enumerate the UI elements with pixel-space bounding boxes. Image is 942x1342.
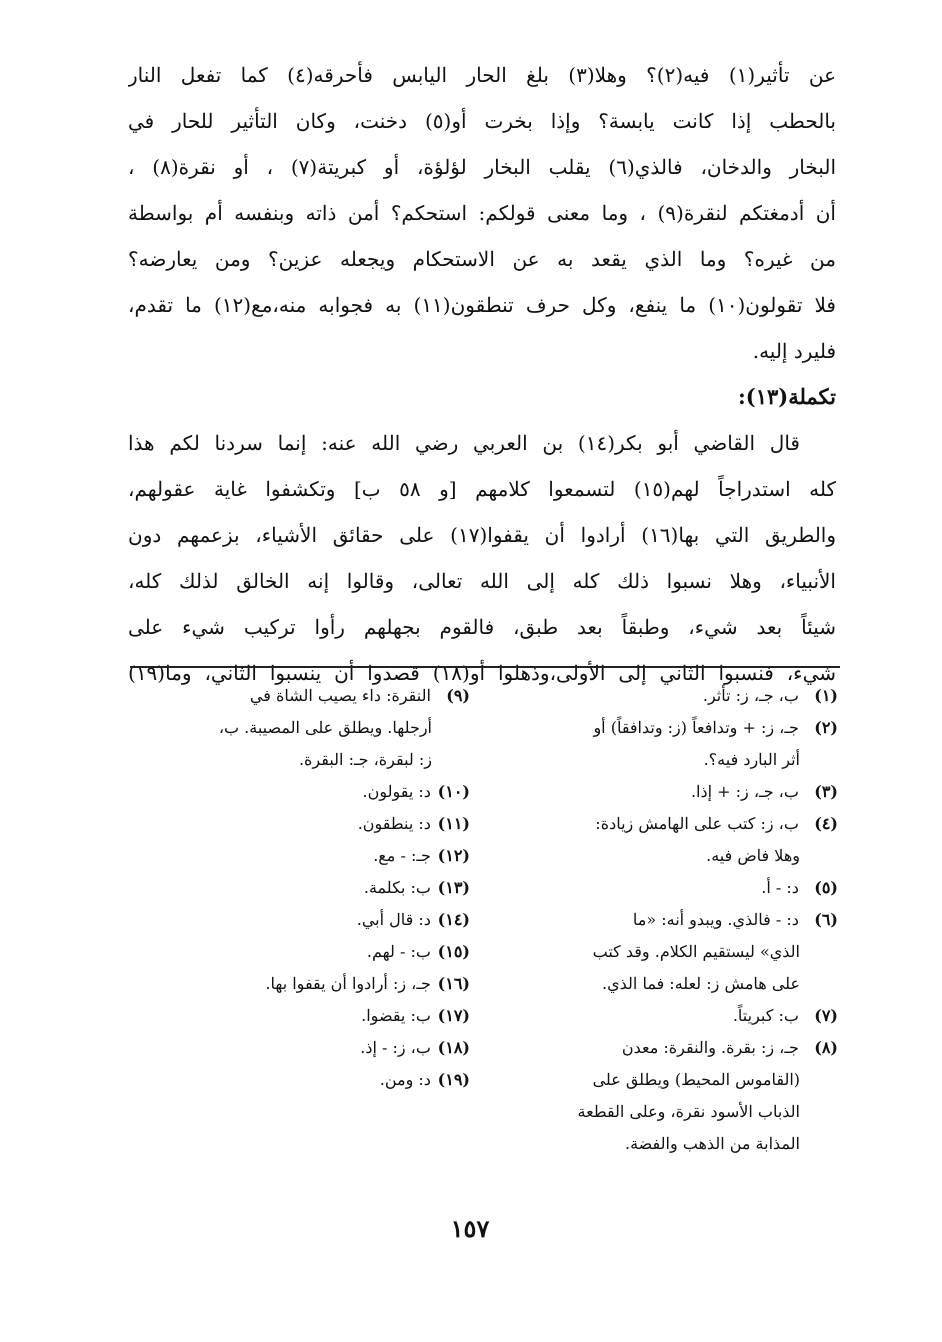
footnote-text: ب: يقضوا. [361, 1006, 431, 1025]
footnote [490, 776, 838, 808]
footnote-continuation-line [490, 968, 838, 1000]
footnote [130, 840, 470, 872]
footnote-number: (١٣) [437, 878, 470, 897]
footnote-text: د: قال أبي. [356, 910, 431, 929]
footnote-text: ب: كبريتاً. [732, 1006, 799, 1025]
footnote-continuation-line [490, 1096, 838, 1128]
footnote [130, 1032, 470, 1064]
text-line: بالحطب إذا كانت يابسة؟ وإذا بخرت أو(٥) دخنت، وكان التأثير للحار في [128, 109, 836, 133]
footnote-text: ب، جـ، ز: + إذا. [690, 782, 799, 801]
footnote-continuation: ز: لبقرة، جـ: البقرة. [298, 750, 432, 769]
footnote [490, 1032, 838, 1096]
footnote-continuation-line [130, 744, 470, 776]
footnotes-left-column [130, 680, 470, 1096]
footnote-text: ب، ز: كتب على الهامش زيادة: [595, 814, 799, 833]
footnote-number: (١٠) [437, 782, 470, 801]
footnote-text: د: ومن. [379, 1070, 431, 1089]
footnote-continuation: (القاموس المحيط) ويطلق على [592, 1070, 800, 1089]
footnote-continuation: على هامش ز: لعله: فما الذي. [602, 974, 800, 993]
footnote-number: (١٢) [437, 846, 470, 865]
footnote-text: ب، جـ، ز: تأثر. [702, 686, 799, 705]
footnote-number: (٧) [814, 1006, 838, 1025]
footnote-text: جـ، ز: بقرة. والنقرة: معدن [621, 1038, 799, 1057]
paragraph-line: كله استدراجاً لهم(١٥) لتسمعوا كلامهم [و ٥٨ ب] وتكشفوا غاية عقولهم، [128, 477, 836, 501]
footnote [490, 872, 838, 904]
footnote-text: د: ينطقون. [357, 814, 431, 833]
page-number: ١٥٧ [450, 1214, 490, 1243]
footnote [490, 808, 838, 872]
paragraph-line: شيء، فنسبوا الثاني إلى الأولى،وذهلوا أو(١٨) قصدوا أن ينسبوا الثاني، وما(١٩) [128, 661, 836, 685]
footnote-number: (٤) [814, 814, 838, 833]
footnote-number: (٥) [814, 878, 838, 897]
footnote-number: (١١) [437, 814, 470, 833]
footnote-text: د: يقولون. [362, 782, 431, 801]
footnote [490, 904, 838, 968]
text-line: فليرد إليه. [752, 339, 836, 363]
footnote-number: (١٤) [437, 910, 470, 929]
footnote-number: (٩) [446, 686, 470, 705]
footnote [130, 1000, 470, 1032]
footnote-number: (١٦) [437, 974, 470, 993]
footnote-divider [130, 666, 840, 668]
footnote [130, 872, 470, 904]
footnote-continuation: المذابة من الذهب والفضة. [625, 1134, 800, 1153]
footnote-number: (١٨) [437, 1038, 470, 1057]
text-line: البخار والدخان، فالذي(٦) يقلب البخار لؤلؤة، أو كبريتة(٧) ، أو نقرة(٨) ، [128, 155, 836, 179]
footnote-text: د: - فالذي. ويبدو أنه: «ما [632, 910, 799, 929]
footnote-text: جـ، ز: أرادوا أن يقفوا بها. [265, 974, 431, 993]
footnote-continuation: أثر البارد فيه؟. [703, 750, 800, 769]
footnote-text: ب: - لهم. [366, 942, 431, 961]
footnote [490, 712, 838, 776]
paragraph-line: قال القاضي أبو بكر(١٤) بن العربي رضي الله عنه: إنما سردنا لكم هذا [128, 431, 800, 455]
section-heading: تكملة(١٣): [738, 384, 836, 409]
text-line: من غيره؟ وما الذي يقعد به عن الاستحكام ويجعله عزين؟ ومن يعارضه؟ [128, 247, 836, 271]
footnote [130, 936, 470, 968]
footnote-text: النقرة: داء يصيب الشاة في [249, 686, 431, 705]
footnote-number: (٨) [814, 1038, 838, 1057]
footnote-number: (١٩) [437, 1070, 470, 1089]
footnote-text: جـ: - مع. [373, 846, 431, 865]
text-line: فلا تقولون(١٠) ما ينفع، وكل حرف تنطقون(١١) به فجوابه منه،مع(١٢) ما تقدم، [128, 293, 836, 317]
footnote-number: (١٧) [437, 1006, 470, 1025]
paragraph-line: الأنبياء، وهلا نسبوا ذلك كله إلى الله تعالى، وقالوا إنه الخالق لذلك كله، [128, 569, 836, 593]
footnote-text: ب، ز: - إذ. [360, 1038, 431, 1057]
footnote-number: (١) [814, 686, 838, 705]
footnote [130, 968, 470, 1000]
footnotes-right-column [490, 680, 838, 1160]
footnote-text: ب: بكلمة. [363, 878, 431, 897]
footnote-text: د: - أ. [761, 878, 799, 897]
footnote [130, 1064, 470, 1096]
footnote-continuation: أرجلها. ويطلق على المصيبة. ب، [218, 718, 432, 737]
footnote-continuation: الذي» ليستقيم الكلام. وقد كتب [592, 942, 800, 961]
footnote [490, 1000, 838, 1032]
footnote-number: (٣) [814, 782, 838, 801]
footnote-number: (٦) [814, 910, 838, 929]
text-line: أن أدمغتكم لنقرة(٩) ، وما معنى قولكم: استحكم؟ أمن ذاته وبنفسه أم بواسطة [128, 201, 836, 225]
footnote [490, 680, 838, 712]
paragraph-line: شيئاً بعد شيء، وطبقاً بعد طبق، فالقوم بجهلهم رأوا تركيب شيء على [128, 615, 836, 639]
footnote-continuation-line [490, 1128, 838, 1160]
footnote [130, 776, 470, 808]
footnote-continuation: وهلا فاض فيه. [706, 846, 800, 865]
footnote-number: (١٥) [437, 942, 470, 961]
main-text [128, 52, 836, 696]
footnote-continuation: الذباب الأسود نقرة، وعلى القطعة [577, 1102, 800, 1121]
footnote [130, 680, 470, 744]
footnote-text: جـ، ز: + وتدافعاً (ز: وتدافقاً) أو [593, 718, 799, 737]
text-line: عن تأثير(١) فيه(٢)؟ وهلا(٣) بلغ الحار اليابس فأحرقه(٤) كما تفعل النار [128, 63, 836, 87]
footnote-number: (٢) [814, 718, 838, 737]
footnote [130, 808, 470, 840]
paragraph-line: والطريق التي بها(١٦) أرادوا أن يقفوا(١٧) على حقائق الأشياء، بزعمهم دون [128, 523, 836, 547]
footnote [130, 904, 470, 936]
